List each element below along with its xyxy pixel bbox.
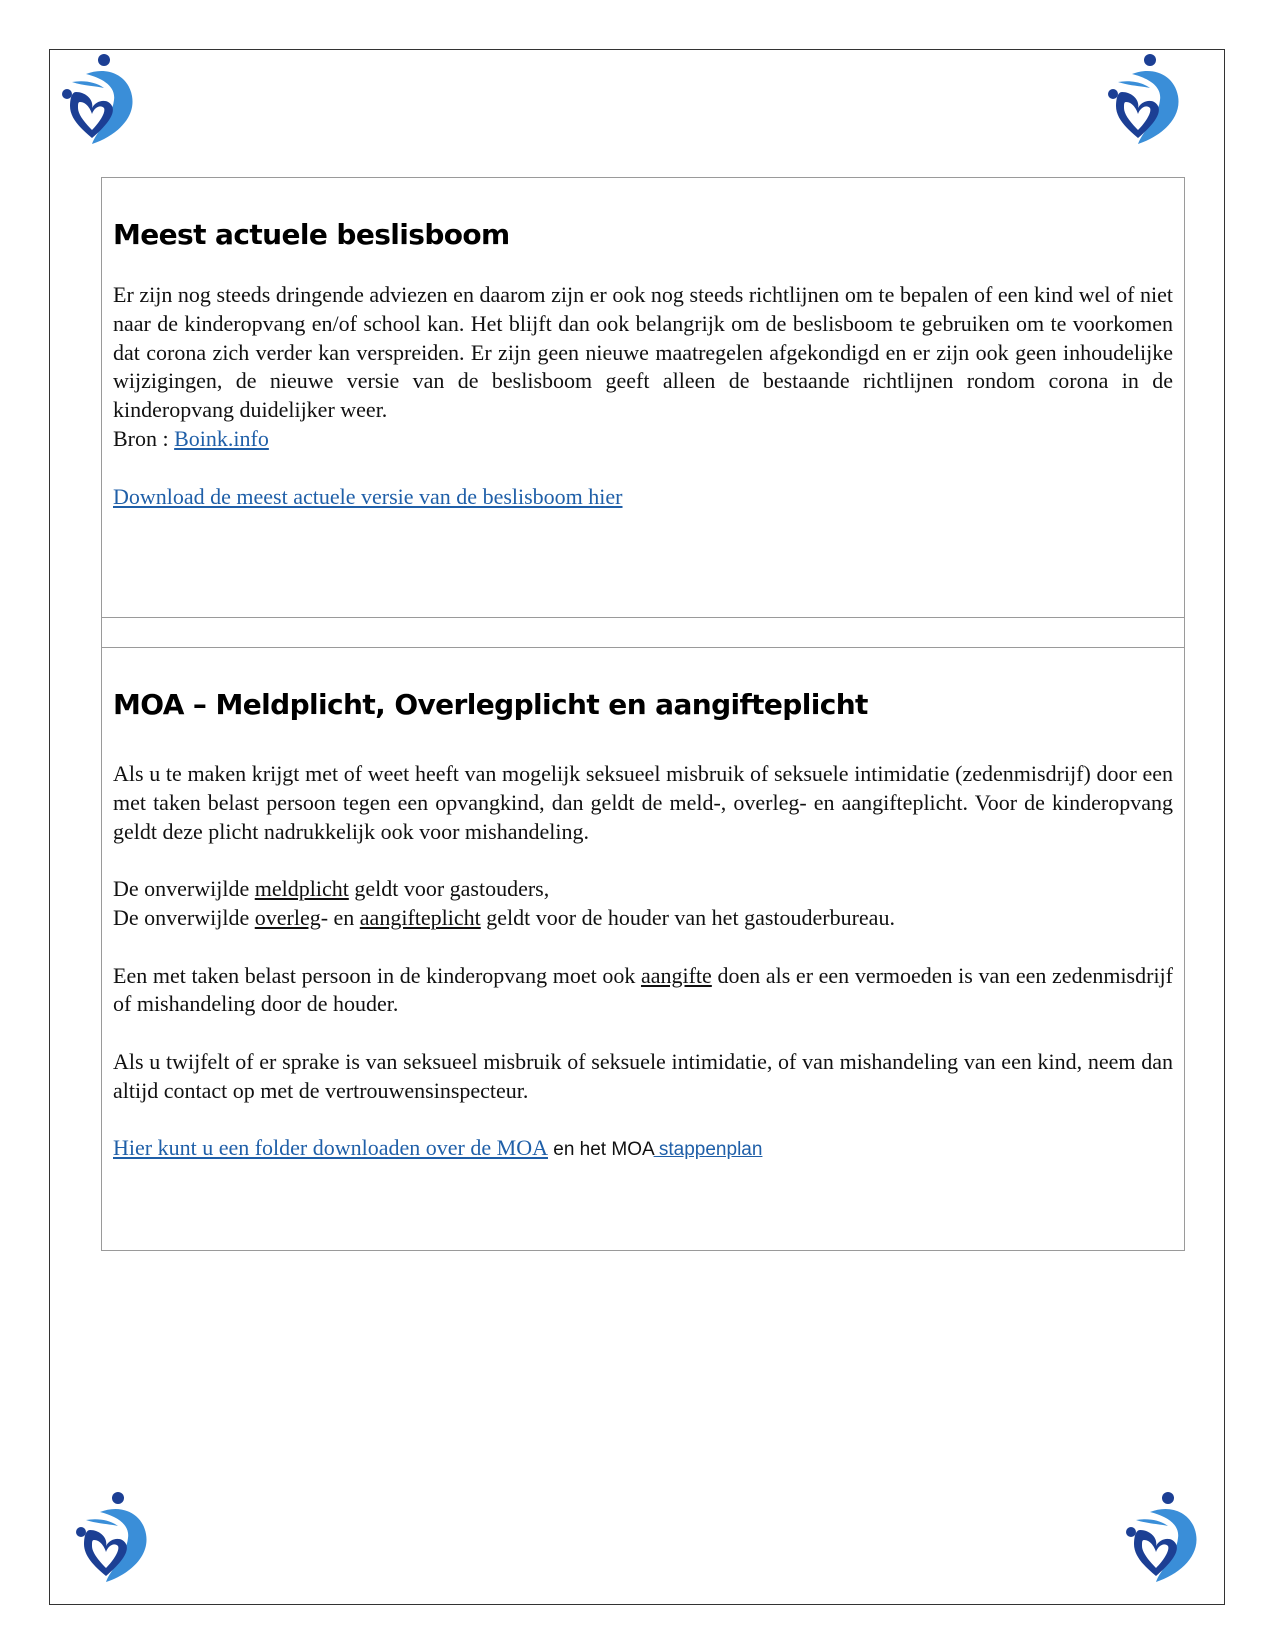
aangifte-paragraph (113, 962, 1173, 1020)
section-title: MOA – Meldplicht, Overlegplicht en aangifteplicht (113, 688, 868, 721)
text: Een met taken belast persoon in de kinderopvang moet ook (113, 962, 641, 988)
text: en het MOA (547, 1139, 654, 1161)
download-beslisboom-link[interactable]: Download de meest actuele versie van de beslisboom hier (113, 483, 623, 509)
meldplicht-term: meldplicht (254, 876, 349, 902)
child-care-heart-logo-icon (56, 52, 142, 148)
section-divider-row (101, 617, 1185, 648)
section-body (113, 281, 1173, 511)
text: - en (320, 904, 360, 930)
text: geldt voor de houder van het gastouderbureau. (480, 904, 895, 930)
source-label: Bron : (113, 425, 175, 451)
section-body (113, 760, 1173, 1165)
text: De onverwijlde (113, 904, 255, 930)
overlegplicht-line (113, 904, 1173, 933)
child-care-heart-logo-icon (1102, 52, 1188, 148)
source-line (113, 425, 1173, 454)
download-line (113, 483, 1173, 512)
aangifteplicht-term: aangifteplicht (359, 904, 481, 930)
text: geldt voor gastouders, (348, 876, 550, 902)
text: doen als er een vermoeden is van een zedenmisdrijf of mishandeling door de houder. (113, 962, 1174, 1017)
meldplicht-line (113, 875, 1173, 904)
paragraph: Er zijn nog steeds dringende adviezen en daarom zijn er ook nog steeds richtlijnen om te bepalen of een kind wel of niet naar de kinderopvang en/of school kan. Het blijft dan ook belangrijk om de beslisboom te gebruiken om te voorkomen dat corona zich verder kan verspreiden. Er zijn geen nieuwe maatregelen afgekondigd en er zijn ook geen inhoudelijke wijzigingen, de nieuwe versie van de beslisboom geeft alleen de bestaande richtlijnen rondom corona in de kinderopvang duidelijker weer. (113, 282, 1173, 423)
paragraph: Als u te maken krijgt met of weet heeft van mogelijk seksueel misbruik of seksuele intimidatie (zedenmisdrijf) door een met taken belast persoon tegen een opvangkind, dan geldt de meld-, overleg- en aangifteplicht. Voor de kinderopvang geldt deze plicht nadrukkelijk ook voor mishandeling. (113, 761, 1173, 844)
aangifte-term: aangifte (640, 962, 712, 988)
section-moa (101, 647, 1185, 1251)
text: De onverwijlde (113, 876, 255, 902)
section-beslisboom (101, 177, 1185, 618)
boink-info-link[interactable]: Boink.info (174, 425, 269, 451)
folder-line (113, 1134, 1173, 1165)
child-care-heart-logo-icon (70, 1490, 156, 1586)
moa-folder-link[interactable]: Hier kunt u een folder downloaden over de MOA (113, 1135, 548, 1161)
section-title: Meest actuele beslisboom (113, 218, 510, 251)
moa-stappenplan-link[interactable]: stappenplan (653, 1139, 763, 1161)
overleg-term: overleg (254, 904, 321, 930)
paragraph: Als u twijfelt of er sprake is van seksueel misbruik of seksuele intimidatie, of van mishandeling van een kind, neem dan altijd contact op met de vertrouwensinspecteur. (113, 1048, 1173, 1103)
child-care-heart-logo-icon (1120, 1490, 1206, 1586)
